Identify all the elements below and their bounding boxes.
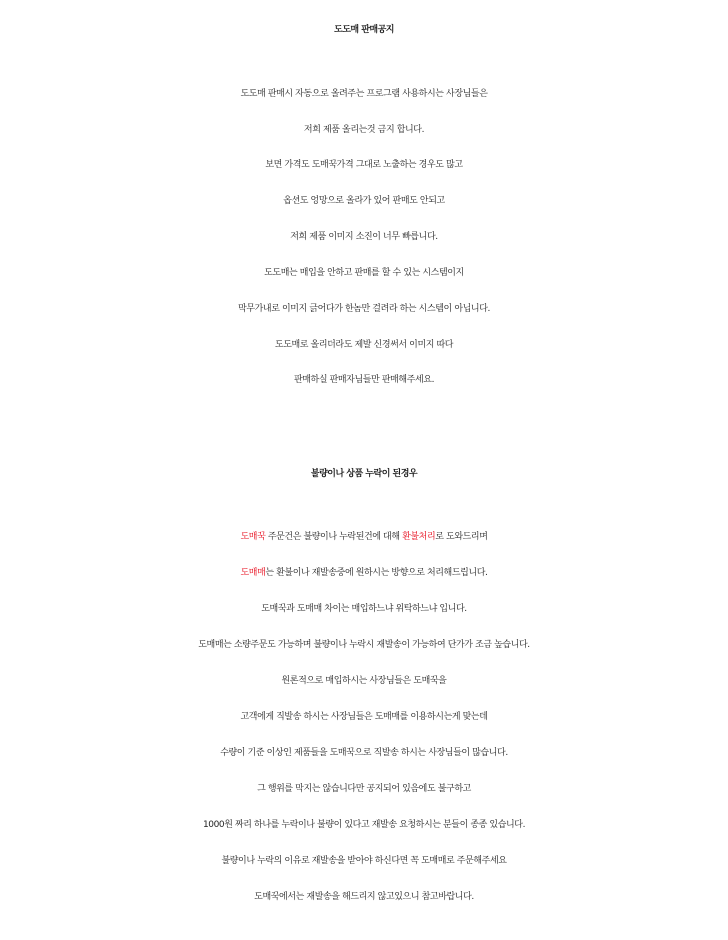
defect-line-2-rest: 는 환불이나 재발송중에 원하시는 방향으로 처리해드립니다.: [265, 568, 488, 578]
defect-line-8: 그 행위를 막지는 않습니다만 공지되어 있음에도 불구하고: [257, 784, 471, 794]
defect-line-1-mid: 주문건은 불량이나 누락된건에 대해: [265, 532, 403, 542]
defect-line-9: 1000원 짜리 하나를 누락이나 불량이 있다고 재발송 요청하시는 분들이 종종 있습니다.: [202, 820, 526, 830]
notice-line-8: 도도매로 올리더라도 제발 신경써서 이미지 따다: [274, 340, 454, 350]
notice-line-2: 저희 제품 올리는것 금지 합니다.: [303, 125, 425, 135]
defect-line-10: 불량이나 누락의 이유로 재발송을 받아야 하신다면 꼭 도매매로 주문해주세요: [221, 856, 507, 866]
defect-line-5: 원론적으로 매입하시는 사장님들은 도매꾹을: [281, 676, 447, 686]
defect-line-6: 고객에게 직발송 하시는 사장님들은 도매매를 이용하시는게 맞는데: [240, 712, 488, 722]
defect-line-1: [0, 529, 728, 542]
highlight-domaekkuk: 도매꾹: [240, 532, 266, 542]
defect-line-11: 도매꾹에서는 재발송을 해드리지 않고있으니 참고바랍니다.: [254, 892, 474, 902]
defect-line-3: 도매꾹과 도매매 차이는 매입하느냐 위탁하느냐 입니다.: [261, 604, 467, 614]
highlight-domaemae: 도매매: [240, 568, 266, 578]
defect-line-7: 수량이 기준 이상인 제품들을 도매꾹으로 직발송 하시는 사장님들이 많습니다.: [220, 748, 508, 758]
notice-line-4: 옵션도 엉망으로 올라가 있어 판매도 안되고: [283, 196, 445, 206]
notice-line-5: 저희 제품 이미지 소진이 너무 빠릅니다.: [290, 232, 438, 242]
defect-title: 불량이나 상품 누락이 된경우: [310, 469, 418, 479]
notice-line-6: 도도매는 매입을 안하고 판매를 할 수 있는 시스템이지: [264, 268, 464, 278]
defect-line-4: 도매매는 소량주문도 가능하며 불량이나 누락시 재발송이 가능하여 단가가 조금 높습니다.: [198, 640, 530, 650]
notice-line-7: 막무가내로 이미지 긁어다가 한놈만 걸려라 하는 시스템이 아닙니다.: [238, 304, 490, 314]
notice-title: 도도매 판매공지: [334, 25, 394, 35]
notice-line-1: 도도매 판매시 자동으로 올려주는 프로그램 사용하시는 사장님들은: [240, 89, 488, 99]
notice-line-9: 판매하실 판매자님들만 판매해주세요.: [293, 375, 435, 385]
defect-line-1-end: 로 도와드리며: [435, 532, 488, 542]
defect-line-2: [0, 565, 728, 578]
highlight-refund: 환불처리: [402, 532, 436, 542]
notice-line-3: 보면 가격도 도매꾹가격 그대로 노출하는 경우도 많고: [265, 160, 463, 170]
